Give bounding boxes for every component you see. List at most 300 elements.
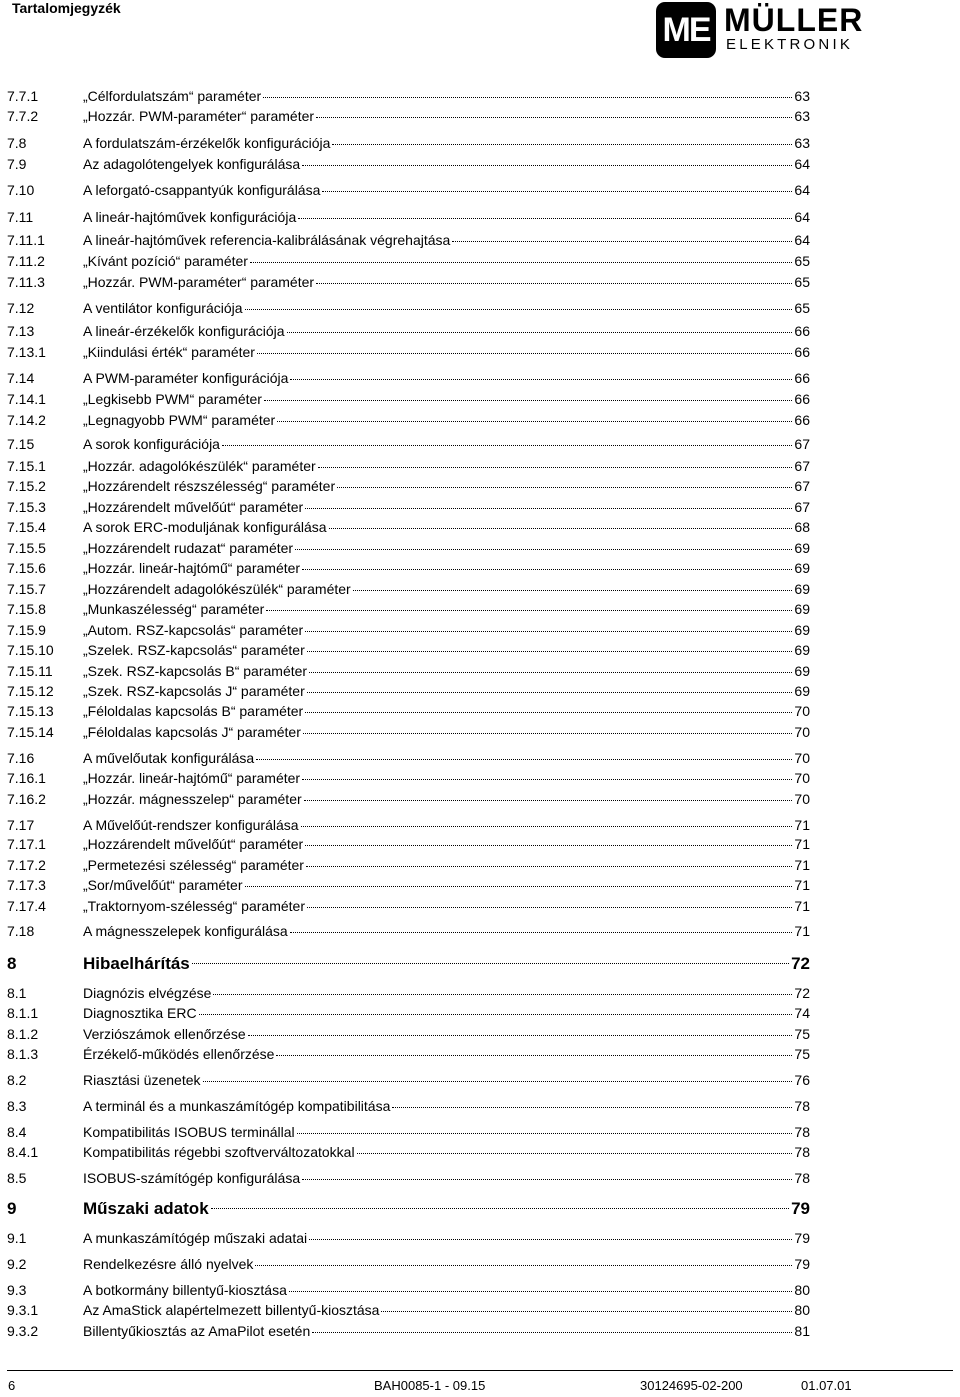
toc-dot-leader [381, 1297, 792, 1312]
toc-dot-leader [392, 1093, 792, 1108]
toc-entry-page: 66 [794, 412, 810, 428]
toc-entry-number: 8.4 [7, 1124, 27, 1140]
toc-dot-leader [248, 1021, 793, 1036]
toc-entry-title: Érzékelő-működés ellenőrzése [83, 1046, 275, 1062]
toc-dot-leader [302, 765, 792, 780]
toc-entry-number: 7.10 [7, 182, 35, 198]
toc-entry[interactable] [0, 154, 960, 174]
toc-dot-leader [222, 431, 792, 446]
toc-entry-title: „Traktornyom-szélesség“ paraméter [83, 898, 305, 914]
toc-entry-title: A lineár-hajtóművek referencia-kalibrálásának végrehajtása [83, 232, 451, 248]
toc-entry-page: 71 [794, 898, 810, 914]
toc-dot-leader [309, 658, 792, 673]
toc-entry-line [83, 1321, 810, 1341]
toc-entry-number: 7.15.13 [7, 703, 54, 719]
toc-dot-leader [304, 786, 793, 801]
toc-entry-line [83, 133, 810, 153]
toc-entry-number: 7.15.5 [7, 540, 46, 556]
toc-entry-title: Kompatibilitás régebbi szoftverváltozatokkal [83, 1144, 355, 1160]
toc-entry-title: A sorok ERC-moduljának konfigurálása [83, 519, 327, 535]
toc-entry-line [83, 722, 810, 742]
toc-entry-title: „Hozzár. lineár-hajtómű“ paraméter [83, 770, 301, 786]
toc-dot-leader [277, 407, 792, 422]
toc-entry-title: ISOBUS-számítógép konfigurálása [83, 1170, 301, 1186]
toc-entry-page: 72 [791, 954, 810, 973]
toc-entry[interactable] [0, 106, 960, 126]
toc-entry-number: 7.15.12 [7, 683, 54, 699]
toc-dot-leader [302, 555, 792, 570]
toc-entry-line [83, 1003, 810, 1023]
toc-entry-page: 66 [794, 391, 810, 407]
toc-entry-page: 69 [794, 683, 810, 699]
toc-entry-line [83, 789, 810, 809]
toc-entry-page: 75 [794, 1026, 810, 1042]
toc-entry-page: 66 [794, 323, 810, 339]
toc-entry-title: „Hozzár. mágnesszelep“ paraméter [83, 791, 302, 807]
toc-entry[interactable] [0, 272, 960, 292]
toc-entry-page: 79 [794, 1256, 810, 1272]
toc-entry-line [83, 599, 810, 619]
toc-entry-page: 70 [794, 791, 810, 807]
toc-entry-page: 63 [794, 108, 810, 124]
toc-entry-line [83, 1044, 810, 1064]
toc-dot-leader [257, 339, 792, 354]
toc-entry-number: 8.3 [7, 1098, 27, 1114]
toc-dot-leader [199, 1000, 793, 1015]
toc-entry-page: 71 [794, 877, 810, 893]
footer-date: 01.07.01 [801, 1378, 852, 1393]
toc-entry-title: „Permetezési szélesség“ paraméter [83, 857, 304, 873]
toc-entry-number: 7.15.9 [7, 622, 46, 638]
company-logo [656, 2, 864, 58]
toc-entry-page: 78 [794, 1170, 810, 1186]
toc-entry[interactable] [0, 230, 960, 250]
toc-entry-page: 64 [794, 182, 810, 198]
toc-dot-leader [309, 1225, 792, 1240]
toc-dot-leader [307, 893, 792, 908]
toc-entry-number: 7.12 [7, 300, 35, 316]
toc-entry[interactable] [0, 180, 960, 200]
toc-entry-title: „Szek. RSZ-kapcsolás B“ paraméter [83, 663, 308, 679]
toc-entry-title: „Hozzár. lineár-hajtómű“ paraméter [83, 560, 301, 576]
toc-dot-leader [203, 1067, 793, 1082]
toc-entry-number: 7.11.2 [7, 253, 45, 269]
toc-entry-line [83, 207, 810, 227]
toc-entry-page: 63 [794, 88, 810, 104]
toc-entry-number: 7.17.4 [7, 898, 46, 914]
toc-entry-title: Kompatibilitás ISOBUS terminállal [83, 1124, 295, 1140]
toc-entry-page: 67 [794, 436, 810, 452]
toc-entry-title: „Hozzárendelt rudazat“ paraméter [83, 540, 294, 556]
toc-entry-page: 66 [794, 370, 810, 386]
toc-entry-number: 9.3 [7, 1282, 27, 1298]
toc-dot-leader [290, 365, 792, 380]
toc-entry-number: 9.3.2 [7, 1323, 39, 1339]
toc-entry-number: 8.5 [7, 1170, 27, 1186]
toc-entry[interactable] [0, 207, 960, 227]
toc-entry-line [83, 1142, 810, 1162]
toc-entry-line [83, 1096, 810, 1116]
toc-entry-title: Billentyűkiosztás az AmaPilot esetén [83, 1323, 311, 1339]
footer-doc-id: BAH0085-1 - 09.15 [374, 1378, 486, 1393]
toc-entry-page: 79 [794, 1230, 810, 1246]
toc-entry[interactable] [0, 875, 960, 895]
toc-entry-title: A munkaszámítógép műszaki adatai [83, 1230, 308, 1246]
toc-dot-leader [297, 1119, 793, 1134]
toc-entry-number: 8.1.3 [7, 1046, 39, 1062]
toc-entry[interactable] [0, 896, 960, 916]
toc-entry-line [83, 896, 810, 916]
toc-entry[interactable] [0, 321, 960, 341]
toc-dot-leader [357, 1139, 793, 1154]
toc-entry-number: 7.14.2 [7, 412, 46, 428]
toc-entry-page: 80 [794, 1302, 810, 1318]
toc-dot-leader [307, 637, 793, 652]
toc-entry-title: „Autom. RSZ-kapcsolás“ paraméter [83, 622, 304, 638]
toc-entry-line [83, 834, 810, 854]
toc-entry-page: 78 [794, 1124, 810, 1140]
toc-entry-title: Az adagolótengelyek konfigurálása [83, 156, 301, 172]
toc-dot-leader [337, 473, 792, 488]
toc-entry-number: 8.1.1 [7, 1005, 39, 1021]
toc-entry-page: 80 [794, 1282, 810, 1298]
toc-entry-page: 67 [794, 499, 810, 515]
toc-entry-number: 7.9 [7, 156, 27, 172]
toc-entry[interactable] [0, 921, 960, 941]
toc-entry-line [83, 1254, 810, 1274]
toc-dot-leader [452, 227, 792, 242]
toc-entry-line [83, 230, 810, 250]
toc-entry-title: Rendelkezésre álló nyelvek [83, 1256, 254, 1272]
toc-dot-leader [318, 453, 793, 468]
toc-entry-line [83, 180, 810, 200]
toc-entry-page: 78 [794, 1098, 810, 1114]
toc-dot-leader [316, 269, 792, 284]
toc-entry-number: 7.17.2 [7, 857, 46, 873]
toc-entry-title: „Kívánt pozíció“ paraméter [83, 253, 248, 269]
toc-dot-leader [305, 831, 792, 846]
toc-entry-title: Diagnosztika ERC [83, 1005, 197, 1021]
toc-entry-page: 65 [794, 253, 810, 269]
toc-entry[interactable] [0, 133, 960, 153]
toc-entry-number: 7.17.3 [7, 877, 46, 893]
toc-entry-title: „Hozzárendelt adagolókészülék“ paraméter [83, 581, 351, 597]
toc-entry-title: A sorok konfigurációja [83, 436, 220, 452]
toc-entry-line [83, 640, 810, 660]
toc-entry-page: 69 [794, 642, 810, 658]
toc-entry-number: 7.13.1 [7, 344, 46, 360]
toc-dot-leader [305, 494, 792, 509]
logo-sub-text: ELEKTRONIK [726, 36, 854, 53]
toc-dot-leader [306, 852, 792, 867]
toc-entry-title: „Sor/művelőút“ paraméter [83, 877, 243, 893]
toc-dot-leader [290, 918, 793, 933]
toc-dot-leader [266, 596, 792, 611]
toc-dot-leader [213, 980, 792, 995]
toc-entry-number: 7.7.2 [7, 108, 39, 124]
toc-entry-page: 68 [794, 519, 810, 535]
toc-entry-number: 7.15.4 [7, 519, 46, 535]
toc-entry[interactable] [0, 389, 960, 409]
toc-entry-title: A ventilátor konfigurációja [83, 300, 243, 316]
toc-entry-page: 69 [794, 622, 810, 638]
toc-dot-leader [295, 535, 792, 550]
toc-entry-page: 65 [794, 274, 810, 290]
toc-entry-number: 7.14 [7, 370, 35, 386]
toc-entry-title: Műszaki adatok [83, 1199, 209, 1218]
toc-entry[interactable] [0, 834, 960, 854]
toc-entry-title: A botkormány billentyű-kiosztása [83, 1282, 287, 1298]
footer-article-code: 30124695-02-200 [640, 1378, 743, 1393]
toc-entry-title: „Legnagyobb PWM“ paraméter [83, 412, 276, 428]
toc-entry[interactable] [0, 1044, 960, 1064]
toc-dot-leader [316, 103, 792, 118]
toc-dot-leader [301, 812, 793, 827]
toc-entry-title: „Szek. RSZ-kapcsolás J“ paraméter [83, 683, 305, 699]
toc-entry[interactable] [0, 1096, 960, 1116]
toc-entry-number: 9.2 [7, 1256, 27, 1272]
toc-entry-number: 8.1.2 [7, 1026, 39, 1042]
toc-entry[interactable] [0, 640, 960, 660]
toc-dot-leader [353, 576, 793, 591]
toc-dot-leader [305, 698, 792, 713]
toc-entry[interactable] [0, 368, 960, 388]
toc-entry-title: A lineár-hajtóművek konfigurációja [83, 209, 297, 225]
toc-entry-number: 8.4.1 [7, 1144, 39, 1160]
toc-entry-page: 71 [794, 817, 810, 833]
toc-entry-number: 7.11 [7, 209, 34, 225]
toc-entry-page: 71 [794, 923, 810, 939]
toc-entry[interactable] [0, 768, 960, 788]
toc-dot-leader [305, 617, 792, 632]
toc-entry-number: 7.16.1 [7, 770, 46, 786]
toc-entry-title: A Művelőút-rendszer konfigurálása [83, 817, 299, 833]
toc-entry-number: 9.3.1 [7, 1302, 39, 1318]
toc-entry-title: „Kiindulási érték“ paraméter [83, 344, 255, 360]
toc-entry[interactable] [0, 1228, 960, 1248]
toc-entry-line [83, 272, 810, 292]
toc-entry[interactable] [0, 1142, 960, 1162]
toc-entry-line [83, 476, 810, 496]
toc-entry[interactable] [0, 558, 960, 578]
toc-entry-title: Az AmaStick alapértelmezett billentyű-kiosztása [83, 1302, 380, 1318]
toc-entry-number: 7.17.1 [7, 836, 46, 852]
toc-entry-number: 7.15.1 [7, 458, 46, 474]
toc-entry-line [83, 1168, 810, 1188]
toc-entry-line [83, 389, 810, 409]
toc-dot-leader [303, 719, 793, 734]
toc-dot-leader [250, 248, 792, 263]
toc-entry-line [83, 410, 810, 430]
toc-entry-number: 9 [7, 1199, 17, 1218]
toc-entry-number: 7.15.8 [7, 601, 46, 617]
toc-entry-line [83, 875, 810, 895]
toc-entry-line [83, 251, 810, 271]
toc-entry-page: 79 [791, 1199, 810, 1218]
toc-entry-number: 7.13 [7, 323, 35, 339]
toc-entry-title: „Hozzárendelt művelőút“ paraméter [83, 499, 304, 515]
toc-entry-page: 64 [794, 156, 810, 172]
toc-entry-title: „Hozzárendelt részszélesség“ paraméter [83, 478, 336, 494]
toc-entry-page: 70 [794, 703, 810, 719]
toc-entry-number: 7.15.6 [7, 560, 46, 576]
toc-entry-title: A fordulatszám-érzékelők konfigurációja [83, 135, 331, 151]
toc-entry[interactable] [0, 476, 960, 496]
toc-dot-leader [255, 1251, 792, 1266]
toc-dot-leader [192, 946, 789, 964]
toc-dot-leader [245, 872, 793, 887]
toc-entry-page: 69 [794, 560, 810, 576]
toc-entry-line [83, 1300, 810, 1320]
toc-dot-leader [312, 1318, 792, 1333]
toc-entry-page: 71 [794, 857, 810, 873]
toc-entry-line [83, 517, 810, 537]
toc-entry-page: 67 [794, 478, 810, 494]
toc-entry-title: Diagnózis elvégzése [83, 985, 212, 1001]
toc-entry-page: 65 [794, 300, 810, 316]
toc-entry-page: 64 [794, 232, 810, 248]
toc-entry[interactable] [0, 701, 960, 721]
toc-entry[interactable] [0, 434, 960, 454]
toc-entry[interactable] [0, 1254, 960, 1274]
toc-entry-number: 7.7.1 [7, 88, 39, 104]
toc-entry-line [83, 298, 810, 318]
toc-chapter-entry[interactable] [0, 1196, 960, 1222]
toc-entry-title: „Hozzár. PWM-paraméter“ paraméter [83, 108, 315, 124]
toc-entry[interactable] [0, 517, 960, 537]
toc-entry[interactable] [0, 1321, 960, 1341]
toc-entry-line [83, 342, 810, 362]
toc-dot-leader [307, 678, 793, 693]
toc-entry-number: 7.15.11 [7, 663, 53, 679]
toc-entry-title: A mágnesszelepek konfigurálása [83, 923, 288, 939]
toc-entry-number: 7.16 [7, 750, 35, 766]
toc-entry-line [83, 701, 810, 721]
toc-entry-page: 69 [794, 601, 810, 617]
logo-mark: ME [656, 2, 716, 58]
toc-entry-page: 70 [794, 724, 810, 740]
toc-entry-page: 72 [794, 985, 810, 1001]
toc-entry[interactable] [0, 599, 960, 619]
toc-entry-page: 70 [794, 770, 810, 786]
toc-entry-title: Riasztási üzenetek [83, 1072, 201, 1088]
toc-dot-leader [322, 177, 792, 192]
toc-entry-line [83, 434, 810, 454]
toc-dot-leader [245, 295, 793, 310]
toc-dot-leader [302, 151, 792, 166]
toc-entry-line [83, 1070, 810, 1090]
toc-dot-leader [276, 1041, 792, 1056]
toc-dot-leader [332, 130, 792, 145]
toc-entry[interactable] [0, 410, 960, 430]
toc-entry-number: 7.11.1 [7, 232, 45, 248]
toc-entry-title: „Munkaszélesség“ paraméter [83, 601, 265, 617]
toc-entry-title: Hibaelhárítás [83, 954, 190, 973]
toc-chapter-entry[interactable] [0, 951, 960, 977]
toc-entry-number: 8.1 [7, 985, 27, 1001]
toc-entry-number: 7.17 [7, 817, 35, 833]
toc-entry-number: 7.14.1 [7, 391, 46, 407]
toc-entry[interactable] [0, 1168, 960, 1188]
toc-entry-number: 7.18 [7, 923, 35, 939]
toc-entry-line [83, 768, 810, 788]
toc-entry-line [83, 558, 810, 578]
footer-divider [7, 1370, 953, 1371]
toc-entry[interactable] [0, 1003, 960, 1023]
toc-entry-title: „Legkisebb PWM“ paraméter [83, 391, 262, 407]
toc-entry[interactable] [0, 1070, 960, 1090]
toc-entry-page: 76 [794, 1072, 810, 1088]
toc-entry-title: A lineár-érzékelők konfigurációja [83, 323, 285, 339]
toc-entry-line [83, 154, 810, 174]
toc-entry-number: 7.15.2 [7, 478, 46, 494]
toc-entry-title: A leforgató-csappantyúk konfigurálása [83, 182, 321, 198]
toc-entry-page: 70 [794, 750, 810, 766]
toc-entry-number: 7.16.2 [7, 791, 46, 807]
toc-entry[interactable] [0, 789, 960, 809]
toc-entry-page: 81 [794, 1323, 810, 1339]
toc-entry-number: 9.1 [7, 1230, 27, 1246]
toc-dot-leader [256, 745, 792, 760]
toc-entry[interactable] [0, 251, 960, 271]
toc-entry-page: 63 [794, 135, 810, 151]
toc-entry-line [83, 1228, 810, 1248]
toc-entry-page: 78 [794, 1144, 810, 1160]
toc-entry-title: A terminál és a munkaszámítógép kompatibilitása [83, 1098, 391, 1114]
toc-entry-number: 7.15.14 [7, 724, 54, 740]
page-header-title: Tartalomjegyzék [12, 0, 121, 16]
toc-entry-line [83, 1196, 810, 1222]
toc-entry-number: 7.15.7 [7, 581, 46, 597]
toc-entry-title: „Féloldalas kapcsolás B“ paraméter [83, 703, 304, 719]
toc-entry[interactable] [0, 1300, 960, 1320]
toc-entry-number: 8 [7, 954, 17, 973]
toc-entry-number: 7.11.3 [7, 274, 45, 290]
toc-entry[interactable] [0, 342, 960, 362]
toc-entry-page: 69 [794, 581, 810, 597]
toc-entry-line [83, 951, 810, 977]
toc-entry-line [83, 106, 810, 126]
toc-entry-page: 66 [794, 344, 810, 360]
toc-dot-leader [287, 318, 793, 333]
toc-entry-title: „Hozzár. adagolókészülék“ paraméter [83, 458, 316, 474]
toc-entry[interactable] [0, 298, 960, 318]
toc-entry-page: 67 [794, 458, 810, 474]
toc-entry-page: 64 [794, 209, 810, 225]
toc-entry-title: „Szelek. RSZ-kapcsolás“ paraméter [83, 642, 305, 658]
logo-brand-text: MÜLLER [724, 2, 864, 38]
toc-entry-title: „Hozzár. PWM-paraméter“ paraméter [83, 274, 315, 290]
toc-entry-line [83, 368, 810, 388]
toc-dot-leader [302, 1165, 792, 1180]
toc-dot-leader [329, 514, 793, 529]
toc-entry-number: 7.8 [7, 135, 27, 151]
footer-page-number: 6 [8, 1378, 16, 1393]
toc-entry-title: „Féloldalas kapcsolás J“ paraméter [83, 724, 301, 740]
toc-dot-leader [298, 204, 792, 219]
toc-entry-page: 69 [794, 663, 810, 679]
toc-entry-number: 7.15 [7, 436, 35, 452]
toc-entry-number: 7.15.3 [7, 499, 46, 515]
toc-entry-page: 74 [794, 1005, 810, 1021]
toc-dot-leader [289, 1277, 793, 1292]
toc-entry-title: A művelőutak konfigurálása [83, 750, 255, 766]
toc-entry[interactable] [0, 722, 960, 742]
toc-entry-line [83, 321, 810, 341]
toc-entry-title: A PWM-paraméter konfigurációja [83, 370, 289, 386]
toc-entry-page: 75 [794, 1046, 810, 1062]
toc-entry-page: 71 [794, 836, 810, 852]
